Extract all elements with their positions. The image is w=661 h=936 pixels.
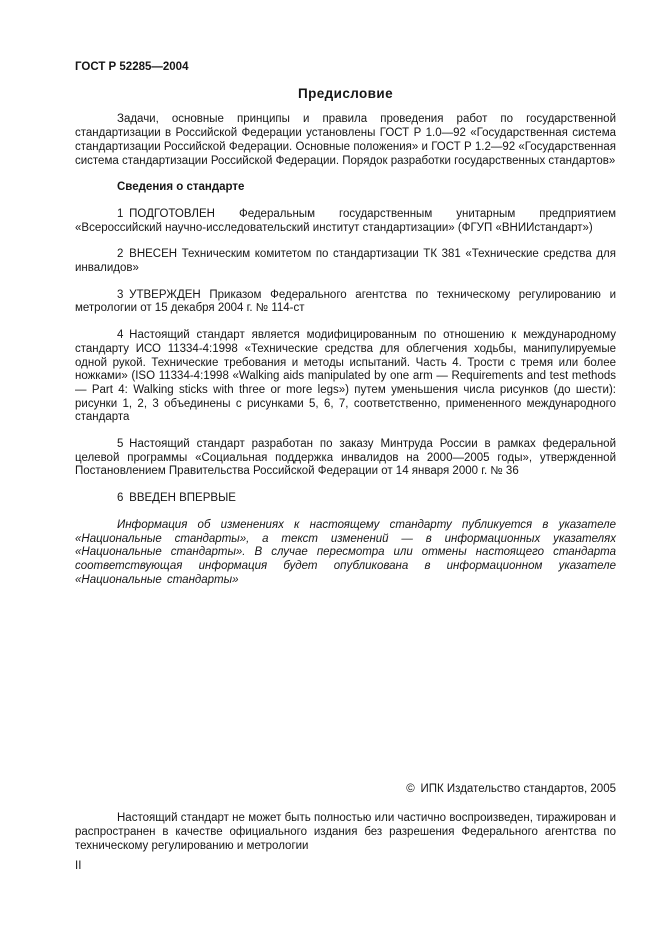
blank-space: [75, 587, 616, 783]
info-item-1: 1 ПОДГОТОВЛЕН Федеральным государственным унитарным предприятием «Всероссийский научно-исследовательский институт стандартизации» (ФГУП «ВНИИстандарт»): [75, 207, 616, 234]
info-item-4: 4 Настоящий стандарт является модифицированным по отношению к международному стандарту ИСО 11334-4:1998 «Технические средства для облегчения ходьбы, манипулируемые одной рукой. Технические требования и методы испытаний. Часть 4. Трости с тремя или более ножками» (ISO 11334-4:1998 «Walking aids manipulated by one arm — Requirements and test methods — Part 4: Walking sticks with three or more legs») путем уменьшения числа рисунков (до шести): рисунки 1, 2, 3 объединены с рисунками 5, 6, 7, соответственно, примененного международного стандарта: [75, 329, 616, 424]
section-heading: Сведения о стандарте: [117, 181, 245, 194]
intro-paragraph: Задачи, основные принципы и правила проведения работ по государственной стандартизации в Российской Федерации установлены ГОСТ Р 1.0—92 «Государственная система стандартизации Российской Федерации. Основные положения» и ГОСТ Р 1.2—92 «Государственная система стандартизации Российской Федерации. Порядок разработки государственных стандартов»: [75, 113, 616, 167]
copyright-line: © ИПК Издательство стандартов, 2005: [406, 783, 616, 796]
page-title: Предисловие: [298, 85, 393, 101]
info-item-6: 6 ВВЕДЕН ВПЕРВЫЕ: [117, 492, 236, 505]
amendments-note-paragraph: Информация об изменениях к настоящему стандарту публикуется в указателе «Национальные стандарты», а текст изменений — в информационных указателях «Национальные стандарты». В случае пересмотра или отмены настоящего стандарта соответствующая информация будет опубликована в информационном указателе «Национальные стандарты»: [75, 518, 616, 586]
info-item-5: 5 Настоящий стандарт разработан по заказу Минтруда России в рамках федеральной целевой программы «Социальная поддержка инвалидов на 2000—2005 годы», утвержденной Постановлением Правительства Российской Федерации от 14 января 2000 г. № 36: [75, 438, 616, 478]
reproduction-disclaimer-paragraph: Настоящий стандарт не может быть полностью или частично воспроизведен, тиражирован и распространен в качестве официального издания без разрешения Федерального агентства по техническому регулированию и метрологии: [75, 812, 616, 852]
doc-code: ГОСТ Р 52285—2004: [75, 61, 189, 73]
info-item-2: 2 ВНЕСЕН Техническим комитетом по стандартизации ТК 381 «Технические средства для инвалидов»: [75, 248, 616, 275]
page-number: II: [75, 860, 82, 873]
info-item-3: 3 УТВЕРЖДЕН Приказом Федерального агентства по техническому регулированию и метрологии от 15 декабря 2004 г. № 114-ст: [75, 288, 616, 315]
